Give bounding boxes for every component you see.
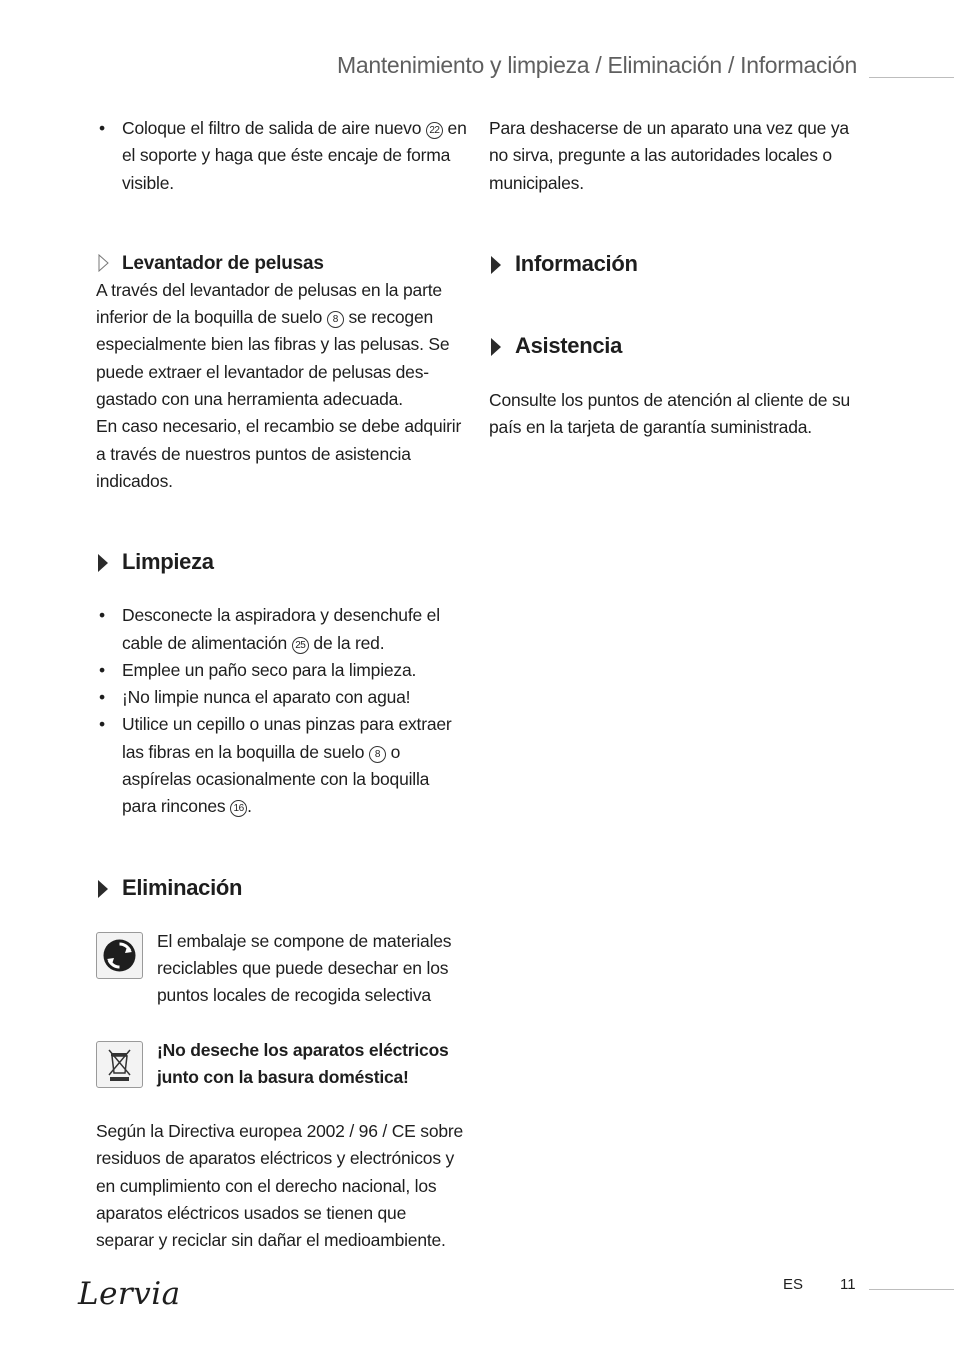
- recycling-note: El embalaje se compone de materiales reciclables que puede desechar en los puntos locales de recogida selectiva: [96, 928, 468, 1010]
- brand-logo: Lervia: [78, 1276, 181, 1312]
- lint-remover-heading: Levantador de pelusas: [96, 250, 468, 277]
- cleaning-heading: Limpieza: [96, 548, 468, 576]
- part-number: 16: [230, 800, 247, 817]
- triangle-icon: [491, 338, 501, 356]
- part-number: 8: [369, 746, 386, 763]
- bullet: •: [99, 118, 105, 138]
- bullet: •: [99, 687, 105, 708]
- header-rule: [869, 77, 954, 78]
- part-number: 22: [426, 122, 443, 139]
- triangle-icon: [98, 880, 108, 898]
- weee-note: ¡No deseche los aparatos eléctricos junto con la basura doméstica!: [96, 1037, 468, 1092]
- bullet: •: [99, 605, 105, 626]
- support-heading: Asistencia: [489, 332, 861, 360]
- bullet: •: [99, 714, 105, 735]
- disposal-heading: Eliminación: [96, 874, 468, 902]
- list-item: • Coloque el filtro de salida de aire nuevo 22 en el soporte y haga que éste encaje de forma visible.: [96, 115, 468, 197]
- page-number: 11: [840, 1276, 856, 1293]
- lint-remover-text: A través del levantador de pelusas en la parte inferior de la boquilla de suelo 8 se recogen especialmente bien las fibras y las pelusas. Se puede extraer el levantador de pelusas des- gastado con una herramienta adecuada.: [96, 279, 450, 410]
- left-column: [96, 115, 468, 1255]
- triangle-icon: [98, 554, 108, 572]
- directive-text: Según la Directiva europea 2002 / 96 / CE sobre residuos de aparatos eléctricos y electrónicos y en cumplimiento con el derecho nacional, los aparatos eléctricos usados se tienen que separar y reciclar sin dañar el medioambiente.: [96, 1121, 464, 1251]
- triangle-outline-icon: [98, 254, 109, 272]
- part-number: 25: [292, 637, 309, 654]
- page-title: Mantenimiento y limpieza / Eliminación / Información: [336, 52, 857, 78]
- list-item: • Utilice un cepillo o unas pinzas para extraer las fibras en la boquilla de suelo 8 o aspírelas ocasionalmente con la boquilla para rincones 16 .: [96, 711, 468, 820]
- triangle-icon: [491, 256, 501, 274]
- bullet: •: [99, 659, 105, 680]
- filter-bullet-list: [96, 115, 468, 197]
- right-column: [489, 115, 861, 441]
- support-text: Consulte los puntos de atención al cliente de su país en la tarjeta de garantía suministrada.: [489, 389, 851, 438]
- list-item: • Desconecte la aspiradora y desenchufe el cable de alimentación 25 de la red.: [96, 602, 468, 657]
- information-heading: Información: [489, 250, 861, 278]
- list-item: • ¡No limpie nunca el aparato con agua!: [96, 684, 468, 711]
- disposal-authorities-text: Para deshacerse de un aparato una vez que ya no sirva, pregunte a las autoridades locales o municipales.: [489, 118, 849, 193]
- language-code: ES: [783, 1276, 804, 1293]
- cleaning-list: [96, 602, 468, 820]
- part-number: 8: [327, 311, 344, 328]
- crossed-bin-icon: [96, 1041, 143, 1088]
- lint-remover-spare-text: En caso necesario, el recambio se debe adquirir a través de nuestros puntos de asistencia indicados.: [96, 416, 462, 491]
- list-item: • Emplee un paño seco para la limpieza.: [96, 657, 468, 684]
- recycle-icon: [96, 932, 143, 979]
- footer-rule: [869, 1289, 954, 1290]
